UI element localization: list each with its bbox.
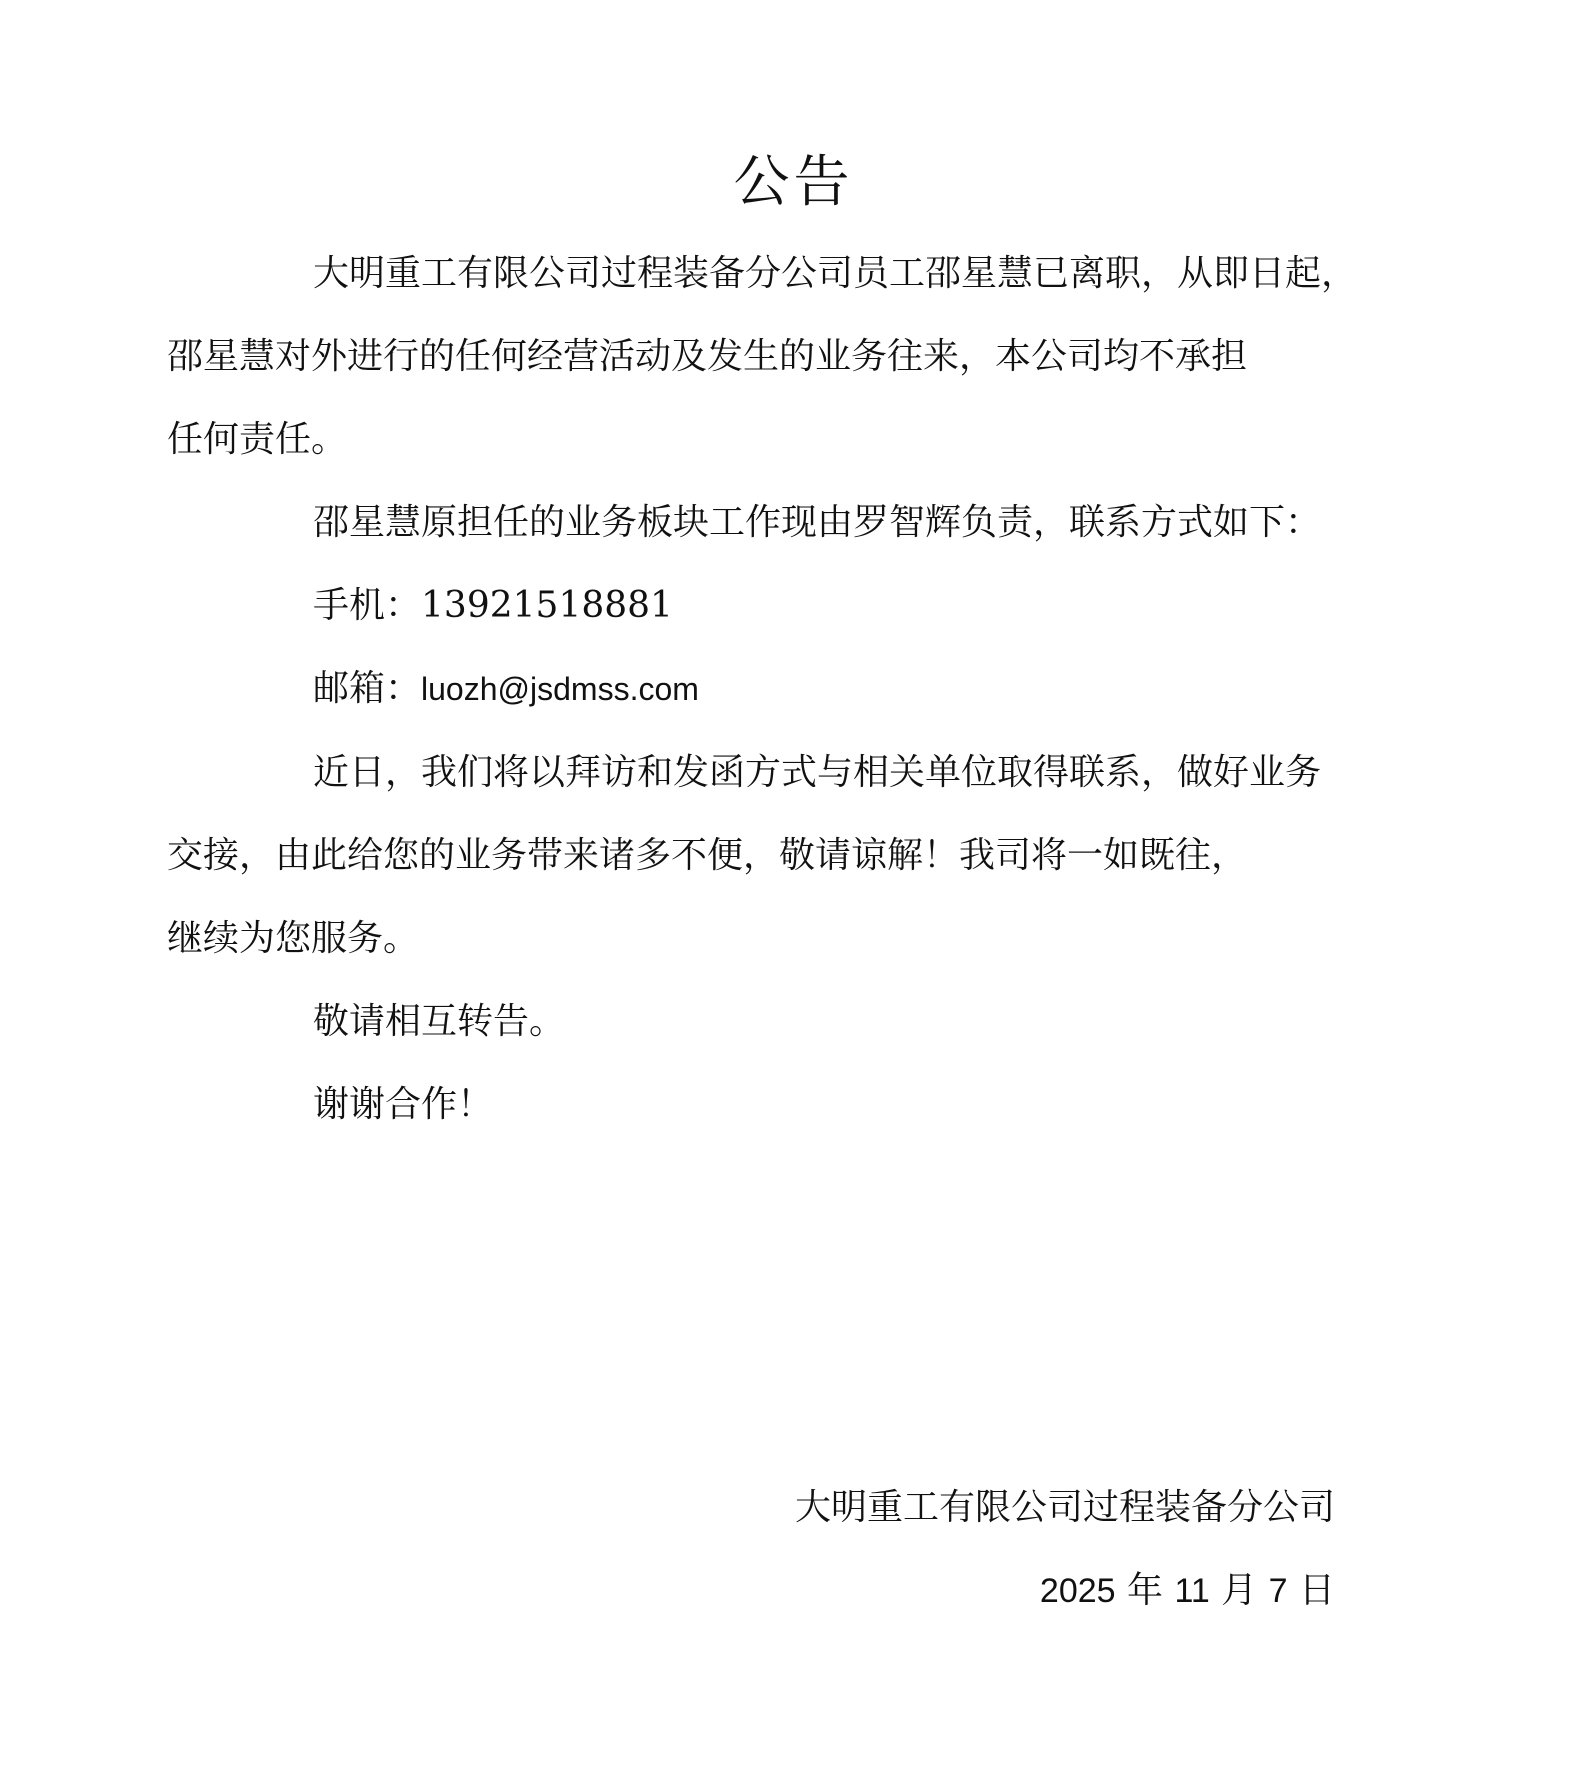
paragraph-line: 继续为您服务。 — [167, 918, 420, 959]
phone-label: 手机： — [313, 585, 422, 626]
contact-phone — [240, 564, 1360, 647]
paragraph-line: 敬请相互转告。 — [313, 1001, 566, 1042]
paragraph-resignation — [167, 232, 1360, 481]
date-month-unit: 月 — [1209, 1570, 1269, 1611]
email-label: 邮箱： — [313, 668, 422, 709]
notice-title: 公告 — [733, 150, 854, 215]
contact-email — [240, 647, 1360, 731]
paragraph-handover — [240, 481, 1360, 564]
paragraph-line: 任何责任。 — [167, 419, 348, 460]
notice-body — [167, 232, 1360, 1146]
date-month: 11 — [1174, 1572, 1210, 1610]
contact-phone-line — [240, 564, 1360, 647]
email-address: luozh@jsdmss.com — [421, 671, 699, 707]
paragraph-line: 邵星慧原担任的业务板块工作现由罗智辉负责，联系方式如下： — [313, 502, 1322, 543]
date-year-unit: 年 — [1115, 1570, 1175, 1611]
date-year: 2025 — [1039, 1572, 1116, 1610]
paragraph-please-inform — [240, 980, 1360, 1063]
paragraph-line: 大明重工有限公司过程装备分公司员工邵星慧已离职，从即日起， — [313, 253, 1358, 294]
signature-block — [795, 1466, 1335, 1633]
signature-company: 大明重工有限公司过程装备分公司 — [794, 1487, 1335, 1528]
date-day: 7 — [1268, 1572, 1288, 1610]
paragraph-line: 近日，我们将以拜访和发函方式与相关单位取得联系，做好业务 — [313, 752, 1322, 793]
signature-date — [795, 1549, 1335, 1633]
paragraph-thanks — [240, 1063, 1360, 1146]
paragraph-contact-plan — [167, 731, 1360, 980]
paragraph-line: 邵星慧对外进行的任何经营活动及发生的业务往来，本公司均不承担 — [167, 336, 1248, 377]
contact-email-line — [240, 647, 1360, 731]
paragraph-line: 谢谢合作！ — [313, 1084, 494, 1125]
date-day-unit: 日 — [1287, 1570, 1335, 1611]
phone-number: 13921518881 — [421, 585, 673, 626]
paragraph-line: 交接，由此给您的业务带来诸多不便，敬请谅解！我司将一如既往， — [167, 835, 1248, 876]
